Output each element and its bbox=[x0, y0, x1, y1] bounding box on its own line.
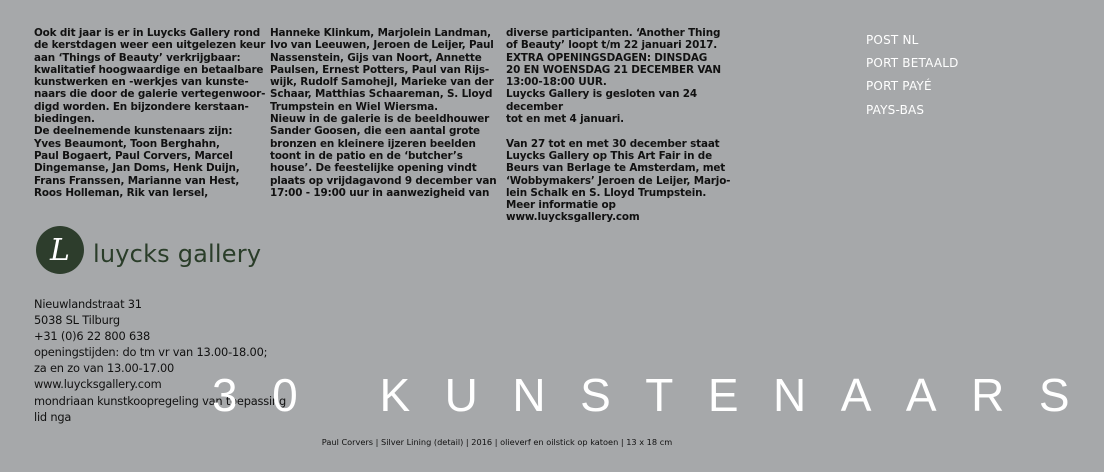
postage-indicia bbox=[866, 29, 959, 122]
text-line: Frans Franssen, Marianne van Hest, bbox=[34, 174, 240, 187]
text-line: digd worden. En bijzondere kerstaan- bbox=[34, 100, 249, 113]
text-line: Nieuw in de galerie is de beeldhouwer bbox=[270, 113, 490, 126]
text-line: house’. De feestelijke opening vindt bbox=[270, 162, 477, 175]
intro-paragraph bbox=[34, 27, 269, 199]
phone-number: +31 (0)6 22 800 638 bbox=[34, 329, 151, 344]
text-line: tot en met 4 januari. bbox=[506, 113, 624, 126]
text-line: EXTRA OPENINGSDAGEN: DINSDAG bbox=[506, 51, 708, 64]
artists-text-column bbox=[270, 27, 505, 199]
text-line: diverse participanten. ‘Another Thing bbox=[506, 27, 721, 39]
text-line: naars die door de galerie vertegenwoor- bbox=[34, 88, 266, 101]
text-line: Beurs van Berlage te Amsterdam, met bbox=[506, 162, 726, 175]
postage-line: POST NL bbox=[866, 33, 919, 47]
city-address: 5038 SL Tilburg bbox=[34, 313, 120, 328]
text-line: wijk, Rudolf Samohejl, Marieke van der bbox=[270, 76, 494, 89]
text-line: Luycks Gallery is gesloten van 24 december bbox=[506, 88, 697, 113]
text-line: Dingemanse, Jan Doms, Henk Duijn, bbox=[34, 162, 240, 175]
text-line: 20 EN WOENSDAG 21 DECEMBER VAN bbox=[506, 63, 721, 76]
postage-line: PORT BETAALD bbox=[866, 56, 959, 71]
text-line: Ivo van Leeuwen, Jeroen de Leijer, Paul bbox=[270, 39, 494, 52]
opening-hours-weekend: za en zo van 13.00-17.00 bbox=[34, 361, 175, 376]
text-line: Van 27 tot en met 30 december staat bbox=[506, 137, 720, 150]
membership-note: lid nga bbox=[34, 409, 72, 424]
text-line: De deelnemende kunstenaars zijn: bbox=[34, 125, 233, 138]
text-line: Ook dit jaar is er in Luycks Gallery rond bbox=[34, 27, 260, 39]
text-line: Sander Goosen, die een aantal grote bbox=[270, 125, 480, 138]
postage-line: PORT PAYÉ bbox=[866, 79, 932, 94]
logo-wordmark: luycks gallery bbox=[93, 240, 262, 268]
text-line: Hanneke Klinkum, Marjolein Landman, bbox=[270, 27, 491, 39]
gallery-logo bbox=[36, 226, 261, 274]
text-line: de kerstdagen weer een uitgelezen keur bbox=[34, 39, 266, 52]
artwork-caption: Paul Corvers | Silver Lining (detail) | 2016 | olieverf en oilstick op katoen | 13 x 18 cm bbox=[321, 437, 673, 447]
text-line: ‘Wobbymakers’ Jeroen de Leijer, Marjo- bbox=[506, 174, 731, 187]
text-line: Schaar, Matthias Schaareman, S. Lloyd bbox=[270, 88, 493, 101]
text-line: bronzen en kleinere ijzeren beelden bbox=[270, 137, 476, 150]
text-line: kunstwerken en -werkjes van kunste- bbox=[34, 76, 249, 89]
text-line: Paul Bogaert, Paul Corvers, Marcel bbox=[34, 149, 233, 162]
info-text-column bbox=[506, 27, 741, 224]
text-line: of Beauty’ loopt t/m 22 januari 2017. bbox=[506, 39, 718, 52]
text-line: Meer informatie op www.luycksgallery.com bbox=[506, 199, 640, 224]
logo-letter: L bbox=[50, 233, 70, 268]
website-link[interactable]: www.luycksgallery.com bbox=[34, 377, 162, 392]
text-line: Nassenstein, Gijs van Noort, Annette bbox=[270, 51, 482, 64]
opening-days-paragraph bbox=[506, 27, 741, 125]
text-line: Trumpstein en Wiel Wiersma. bbox=[270, 100, 438, 113]
artists-paragraph bbox=[270, 27, 505, 199]
text-line: kwalitatief hoogwaardige en betaalbare bbox=[34, 63, 264, 76]
text-line: 13:00-18:00 UUR. bbox=[506, 76, 607, 89]
text-line: Paulsen, Ernest Potters, Paul van Rijs- bbox=[270, 63, 490, 76]
text-line: lein Schalk en S. Lloyd Trumpstein. bbox=[506, 186, 707, 199]
street-address: Nieuwlandstraat 31 bbox=[34, 297, 142, 311]
postage-line: PAYS-BAS bbox=[866, 102, 925, 117]
purchase-scheme-note: mondriaan kunstkoopregeling van toepassing bbox=[34, 393, 286, 408]
art-fair-paragraph bbox=[506, 138, 741, 224]
text-line: Yves Beaumont, Toon Berghahn, bbox=[34, 137, 220, 150]
headline-kunstenaars: 30 KUNSTENAARS bbox=[212, 369, 1104, 421]
text-line: plaats op vrijdagavond 9 december van bbox=[270, 174, 497, 187]
text-line: biedingen. bbox=[34, 113, 95, 126]
text-line: Roos Holleman, Rik van Iersel, bbox=[34, 186, 209, 199]
intro-text-column bbox=[34, 27, 269, 199]
logo-emblem-icon bbox=[36, 226, 84, 274]
text-line: Luycks Gallery op This Art Fair in de bbox=[506, 149, 712, 162]
opening-hours: openingstijden: do tm vr van 13.00-18.00; bbox=[34, 345, 268, 360]
text-line: toont in de patio en de ‘butcher’s bbox=[270, 149, 463, 162]
text-line: aan ‘Things of Beauty’ verkrijgbaar: bbox=[34, 51, 241, 64]
text-line: 17:00 - 19:00 uur in aanwezigheid van bbox=[270, 186, 490, 199]
